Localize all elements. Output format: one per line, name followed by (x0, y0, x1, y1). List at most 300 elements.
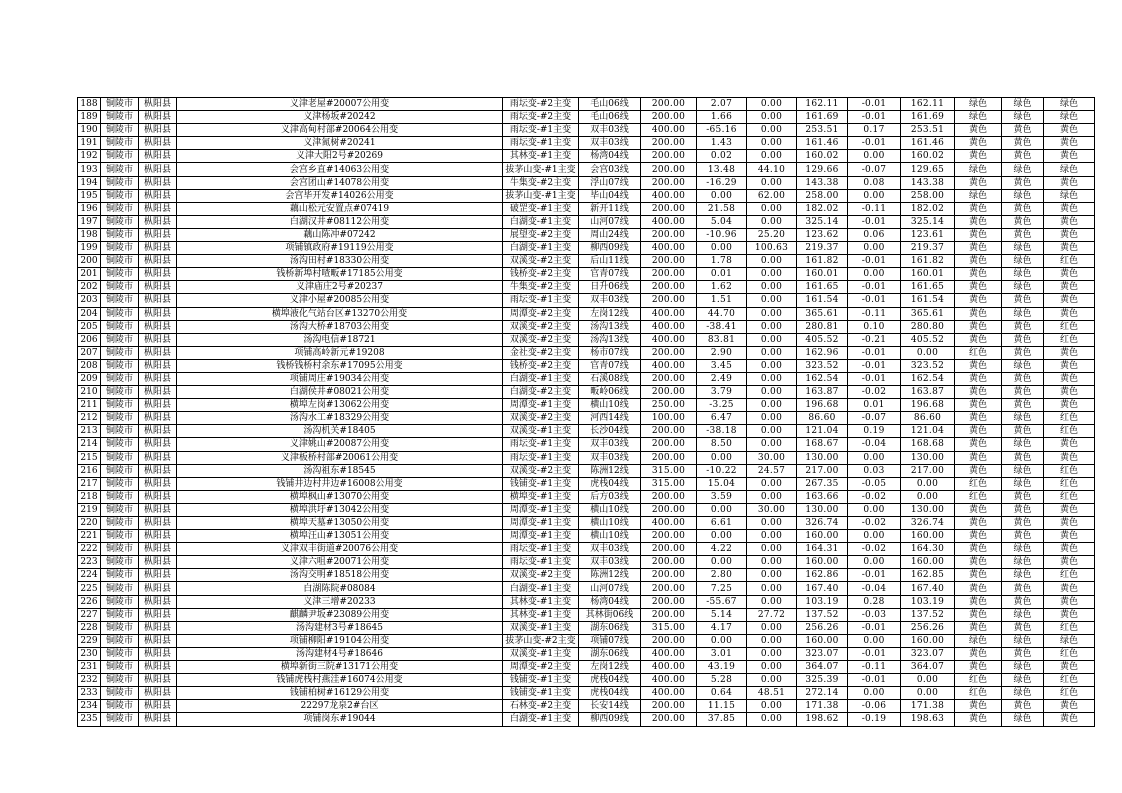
value-d-cell: 0.19 (848, 425, 901, 438)
value-e-cell: 0.00 (901, 490, 955, 503)
table-row (78, 98, 1095, 111)
table-row (78, 399, 1095, 412)
value-e-cell: 405.52 (901, 333, 955, 346)
value-d-cell: 0.01 (848, 399, 901, 412)
status-2-cell: 黄色 (1002, 176, 1044, 189)
value-b-cell: 62.00 (747, 189, 797, 202)
feeder-cell: 双丰03线 (579, 543, 641, 556)
status-1-cell: 黄色 (955, 543, 1002, 556)
substation-cell: 双溪变-#1主变 (503, 647, 579, 660)
value-b-cell: 0.00 (747, 386, 797, 399)
table-row (78, 490, 1095, 503)
value-a-cell: 83.81 (697, 333, 747, 346)
value-e-cell: 171.38 (901, 700, 955, 713)
status-1-cell: 黄色 (955, 425, 1002, 438)
row-index: 232 (78, 674, 101, 687)
status-1-cell: 黄色 (955, 242, 1002, 255)
value-b-cell: 0.00 (747, 268, 797, 281)
value-a-cell: 3.45 (697, 359, 747, 372)
status-1-cell: 黄色 (955, 621, 1002, 634)
city-cell: 铜陵市 (101, 556, 139, 569)
capacity-cell: 100.00 (641, 412, 697, 425)
capacity-cell: 200.00 (641, 713, 697, 726)
city-cell: 铜陵市 (101, 372, 139, 385)
table-row (78, 307, 1095, 320)
transformer-name-cell: 义津双丰街道#20076公用变 (177, 543, 503, 556)
status-3-cell: 红色 (1044, 255, 1095, 268)
value-d-cell: 0.00 (848, 687, 901, 700)
value-b-cell: 0.00 (747, 569, 797, 582)
value-a-cell: 0.64 (697, 687, 747, 700)
value-e-cell: 160.00 (901, 634, 955, 647)
value-a-cell: 1.66 (697, 111, 747, 124)
transformer-name-cell: 会宫乡直#14063公用变 (177, 163, 503, 176)
substation-cell: 周潭变-#1主变 (503, 399, 579, 412)
value-d-cell: -0.11 (848, 661, 901, 674)
substation-cell: 双溪变-#1主变 (503, 621, 579, 634)
status-3-cell: 红色 (1044, 412, 1095, 425)
row-index: 234 (78, 700, 101, 713)
value-e-cell: 137.52 (901, 608, 955, 621)
feeder-cell: 河西14线 (579, 412, 641, 425)
status-1-cell: 黄色 (955, 150, 1002, 163)
value-d-cell: -0.01 (848, 294, 901, 307)
feeder-cell: 汤沟13线 (579, 320, 641, 333)
value-b-cell: 27.72 (747, 608, 797, 621)
substation-cell: 雨坛变-#1主变 (503, 438, 579, 451)
transformer-name-cell: 横埠汪山#13051公用变 (177, 530, 503, 543)
value-a-cell: 1.43 (697, 137, 747, 150)
value-a-cell: 11.15 (697, 700, 747, 713)
value-d-cell: -0.04 (848, 438, 901, 451)
value-a-cell: 3.01 (697, 647, 747, 660)
row-index: 204 (78, 307, 101, 320)
value-e-cell: 143.38 (901, 176, 955, 189)
value-b-cell: 0.00 (747, 359, 797, 372)
row-index: 216 (78, 464, 101, 477)
status-1-cell: 黄色 (955, 582, 1002, 595)
transformer-name-cell: 横埠天墓#13050公用变 (177, 517, 503, 530)
status-2-cell: 绿色 (1002, 412, 1044, 425)
substation-cell: 双溪变-#2主变 (503, 412, 579, 425)
table-row (78, 477, 1095, 490)
city-cell: 铜陵市 (101, 700, 139, 713)
capacity-cell: 200.00 (641, 451, 697, 464)
transformer-name-cell: 汤沟祖东#18545 (177, 464, 503, 477)
value-e-cell: 86.60 (901, 412, 955, 425)
table-row (78, 268, 1095, 281)
county-cell: 枞阳县 (139, 346, 177, 359)
value-e-cell: 365.61 (901, 307, 955, 320)
value-d-cell: 0.00 (848, 451, 901, 464)
substation-cell: 双溪变-#1主变 (503, 425, 579, 438)
value-a-cell: -65.16 (697, 124, 747, 137)
table-row (78, 255, 1095, 268)
status-1-cell: 红色 (955, 674, 1002, 687)
value-c-cell: 171.38 (797, 700, 848, 713)
status-1-cell: 黄色 (955, 438, 1002, 451)
transformer-name-cell: 汤沟大桥#18703公用变 (177, 320, 503, 333)
status-2-cell: 绿色 (1002, 543, 1044, 556)
value-a-cell: 2.80 (697, 569, 747, 582)
county-cell: 枞阳县 (139, 425, 177, 438)
value-e-cell: 198.63 (901, 713, 955, 726)
table-row (78, 242, 1095, 255)
substation-cell: 双溪变-#2主变 (503, 333, 579, 346)
value-e-cell: 168.68 (901, 438, 955, 451)
status-1-cell: 黄色 (955, 372, 1002, 385)
transformer-name-cell: 汤沟电信#18721 (177, 333, 503, 346)
county-cell: 枞阳县 (139, 621, 177, 634)
status-2-cell: 黄色 (1002, 320, 1044, 333)
feeder-cell: 横山10线 (579, 399, 641, 412)
feeder-cell: 会宫03线 (579, 163, 641, 176)
value-e-cell: 326.74 (901, 517, 955, 530)
table-row (78, 333, 1095, 346)
status-2-cell: 绿色 (1002, 281, 1044, 294)
value-b-cell: 0.00 (747, 372, 797, 385)
status-1-cell: 黄色 (955, 608, 1002, 621)
feeder-cell: 汤沟13线 (579, 333, 641, 346)
status-2-cell: 绿色 (1002, 98, 1044, 111)
transformer-name-cell: 项铺周庄#19034公用变 (177, 372, 503, 385)
status-2-cell: 绿色 (1002, 268, 1044, 281)
value-d-cell: 0.00 (848, 242, 901, 255)
capacity-cell: 200.00 (641, 372, 697, 385)
table-row (78, 674, 1095, 687)
value-a-cell: 6.61 (697, 517, 747, 530)
value-e-cell: 364.07 (901, 661, 955, 674)
value-e-cell: 160.02 (901, 150, 955, 163)
city-cell: 铜陵市 (101, 176, 139, 189)
county-cell: 枞阳县 (139, 687, 177, 700)
transformer-name-cell: 汤沟机关#18405 (177, 425, 503, 438)
row-index: 235 (78, 713, 101, 726)
value-c-cell: 253.51 (797, 124, 848, 137)
value-c-cell: 161.54 (797, 294, 848, 307)
city-cell: 铜陵市 (101, 608, 139, 621)
value-b-cell: 25.20 (747, 228, 797, 241)
value-e-cell: 161.65 (901, 281, 955, 294)
value-e-cell: 161.82 (901, 255, 955, 268)
transformer-name-cell: 白湖侯井#08021公用变 (177, 386, 503, 399)
capacity-cell: 200.00 (641, 268, 697, 281)
row-index: 212 (78, 412, 101, 425)
value-c-cell: 160.00 (797, 634, 848, 647)
city-cell: 铜陵市 (101, 477, 139, 490)
county-cell: 枞阳县 (139, 556, 177, 569)
city-cell: 铜陵市 (101, 687, 139, 700)
transformer-name-cell: 白湖陈院#08084 (177, 582, 503, 595)
county-cell: 枞阳县 (139, 451, 177, 464)
transformer-name-cell: 藕山陈冲#07242 (177, 228, 503, 241)
county-cell: 枞阳县 (139, 294, 177, 307)
substation-cell: 其林变-#1主变 (503, 595, 579, 608)
value-a-cell: -38.18 (697, 425, 747, 438)
city-cell: 铜陵市 (101, 137, 139, 150)
feeder-cell: 左岗12线 (579, 307, 641, 320)
table-row (78, 359, 1095, 372)
city-cell: 铜陵市 (101, 569, 139, 582)
value-a-cell: 5.04 (697, 215, 747, 228)
value-d-cell: -0.01 (848, 215, 901, 228)
row-index: 193 (78, 163, 101, 176)
city-cell: 铜陵市 (101, 490, 139, 503)
value-e-cell: 0.00 (901, 674, 955, 687)
feeder-cell: 双丰03线 (579, 124, 641, 137)
row-index: 209 (78, 372, 101, 385)
capacity-cell: 315.00 (641, 621, 697, 634)
value-c-cell: 130.00 (797, 503, 848, 516)
value-d-cell: -0.01 (848, 137, 901, 150)
table-row (78, 438, 1095, 451)
status-2-cell: 黄色 (1002, 124, 1044, 137)
value-e-cell: 161.54 (901, 294, 955, 307)
row-index: 198 (78, 228, 101, 241)
row-index: 215 (78, 451, 101, 464)
value-c-cell: 143.38 (797, 176, 848, 189)
value-b-cell: 0.00 (747, 320, 797, 333)
status-2-cell: 黄色 (1002, 202, 1044, 215)
value-b-cell: 0.00 (747, 621, 797, 634)
substation-cell: 牛集变-#2主变 (503, 176, 579, 189)
table-row (78, 202, 1095, 215)
row-index: 194 (78, 176, 101, 189)
status-1-cell: 黄色 (955, 412, 1002, 425)
status-3-cell: 黄色 (1044, 661, 1095, 674)
city-cell: 铜陵市 (101, 294, 139, 307)
capacity-cell: 200.00 (641, 386, 697, 399)
county-cell: 枞阳县 (139, 111, 177, 124)
feeder-cell: 官青07线 (579, 359, 641, 372)
substation-cell: 钱铺变-#1主变 (503, 674, 579, 687)
value-a-cell: 15.04 (697, 477, 747, 490)
value-c-cell: 196.68 (797, 399, 848, 412)
value-d-cell: -0.07 (848, 412, 901, 425)
county-cell: 枞阳县 (139, 150, 177, 163)
value-c-cell: 162.54 (797, 372, 848, 385)
value-b-cell: 30.00 (747, 451, 797, 464)
status-3-cell: 红色 (1044, 687, 1095, 700)
row-index: 200 (78, 255, 101, 268)
capacity-cell: 400.00 (641, 307, 697, 320)
value-b-cell: 0.00 (747, 438, 797, 451)
value-b-cell: 0.00 (747, 137, 797, 150)
feeder-cell: 双丰03线 (579, 438, 641, 451)
status-1-cell: 绿色 (955, 98, 1002, 111)
substation-cell: 周潭变-#1主变 (503, 517, 579, 530)
value-c-cell: 198.62 (797, 713, 848, 726)
substation-cell: 其林变-#1主变 (503, 608, 579, 621)
value-d-cell: -0.01 (848, 372, 901, 385)
table-row (78, 503, 1095, 516)
transformer-name-cell: 义津氮树#20241 (177, 137, 503, 150)
value-c-cell: 219.37 (797, 242, 848, 255)
table-row (78, 111, 1095, 124)
county-cell: 枞阳县 (139, 543, 177, 556)
value-b-cell: 0.00 (747, 634, 797, 647)
table-row (78, 137, 1095, 150)
substation-cell: 双溪变-#2主变 (503, 255, 579, 268)
table-row (78, 647, 1095, 660)
city-cell: 铜陵市 (101, 242, 139, 255)
status-3-cell: 黄色 (1044, 228, 1095, 241)
capacity-cell: 200.00 (641, 281, 697, 294)
capacity-cell: 400.00 (641, 242, 697, 255)
transformer-name-cell: 会宫毕开发#14026公用变 (177, 189, 503, 202)
value-d-cell: -0.01 (848, 569, 901, 582)
table-row (78, 176, 1095, 189)
value-c-cell: 161.69 (797, 111, 848, 124)
county-cell: 枞阳县 (139, 163, 177, 176)
county-cell: 枞阳县 (139, 661, 177, 674)
capacity-cell: 200.00 (641, 202, 697, 215)
value-c-cell: 323.07 (797, 647, 848, 660)
value-d-cell: 0.28 (848, 595, 901, 608)
value-d-cell: 0.03 (848, 464, 901, 477)
table-row (78, 713, 1095, 726)
status-3-cell: 红色 (1044, 490, 1095, 503)
transformer-name-cell: 麒麟尹坂#23089公用变 (177, 608, 503, 621)
city-cell: 铜陵市 (101, 346, 139, 359)
county-cell: 枞阳县 (139, 307, 177, 320)
value-d-cell: 0.00 (848, 189, 901, 202)
value-d-cell: -0.07 (848, 163, 901, 176)
feeder-cell: 横山10线 (579, 530, 641, 543)
status-3-cell: 绿色 (1044, 163, 1095, 176)
substation-cell: 周潭变-#2主变 (503, 661, 579, 674)
value-c-cell: 161.65 (797, 281, 848, 294)
status-2-cell: 黄色 (1002, 595, 1044, 608)
city-cell: 铜陵市 (101, 399, 139, 412)
capacity-cell: 200.00 (641, 111, 697, 124)
value-c-cell: 160.02 (797, 150, 848, 163)
table-row (78, 621, 1095, 634)
value-b-cell: 44.10 (747, 163, 797, 176)
value-d-cell: 0.08 (848, 176, 901, 189)
status-2-cell: 黄色 (1002, 399, 1044, 412)
status-2-cell: 绿色 (1002, 634, 1044, 647)
value-d-cell: 0.17 (848, 124, 901, 137)
row-index: 203 (78, 294, 101, 307)
transformer-name-cell: 义津三增#20233 (177, 595, 503, 608)
substation-cell: 雨坛变-#2主变 (503, 111, 579, 124)
value-a-cell: 3.59 (697, 490, 747, 503)
value-e-cell: 160.01 (901, 268, 955, 281)
row-index: 189 (78, 111, 101, 124)
value-c-cell: 168.67 (797, 438, 848, 451)
feeder-cell: 项铺07线 (579, 634, 641, 647)
row-index: 230 (78, 647, 101, 660)
city-cell: 铜陵市 (101, 451, 139, 464)
value-b-cell: 0.00 (747, 713, 797, 726)
county-cell: 枞阳县 (139, 595, 177, 608)
substation-cell: 牛集变-#2主变 (503, 281, 579, 294)
value-a-cell: 5.28 (697, 674, 747, 687)
row-index: 213 (78, 425, 101, 438)
value-d-cell: -0.01 (848, 346, 901, 359)
city-cell: 铜陵市 (101, 713, 139, 726)
city-cell: 铜陵市 (101, 517, 139, 530)
status-1-cell: 黄色 (955, 517, 1002, 530)
substation-cell: 周潭变-#1主变 (503, 530, 579, 543)
table-row (78, 634, 1095, 647)
row-index: 220 (78, 517, 101, 530)
substation-cell: 破罡变-#1主变 (503, 202, 579, 215)
status-1-cell: 黄色 (955, 215, 1002, 228)
transformer-name-cell: 钱桥新埠村喳畈#17185公用变 (177, 268, 503, 281)
value-b-cell: 0.00 (747, 307, 797, 320)
capacity-cell: 250.00 (641, 399, 697, 412)
status-3-cell: 黄色 (1044, 242, 1095, 255)
city-cell: 铜陵市 (101, 621, 139, 634)
status-3-cell: 红色 (1044, 569, 1095, 582)
value-e-cell: 325.14 (901, 215, 955, 228)
status-2-cell: 绿色 (1002, 569, 1044, 582)
transformer-name-cell: 汤沟交明#18518公用变 (177, 569, 503, 582)
value-e-cell: 196.68 (901, 399, 955, 412)
substation-cell: 横埠变-#1主变 (503, 490, 579, 503)
feeder-cell: 毛山06线 (579, 98, 641, 111)
capacity-cell: 200.00 (641, 137, 697, 150)
county-cell: 枞阳县 (139, 608, 177, 621)
data-table (77, 97, 1095, 727)
value-c-cell: 258.00 (797, 189, 848, 202)
city-cell: 铜陵市 (101, 386, 139, 399)
status-3-cell: 黄色 (1044, 202, 1095, 215)
table-row (78, 582, 1095, 595)
status-2-cell: 绿色 (1002, 111, 1044, 124)
transformer-name-cell: 义津姚山#20087公用变 (177, 438, 503, 451)
value-c-cell: 364.07 (797, 661, 848, 674)
city-cell: 铜陵市 (101, 647, 139, 660)
status-2-cell: 绿色 (1002, 163, 1044, 176)
city-cell: 铜陵市 (101, 530, 139, 543)
status-3-cell: 红色 (1044, 477, 1095, 490)
city-cell: 铜陵市 (101, 215, 139, 228)
status-3-cell: 黄色 (1044, 399, 1095, 412)
value-a-cell: -38.41 (697, 320, 747, 333)
county-cell: 枞阳县 (139, 176, 177, 189)
status-1-cell: 黄色 (955, 255, 1002, 268)
value-c-cell: 163.66 (797, 490, 848, 503)
row-index: 214 (78, 438, 101, 451)
status-1-cell: 黄色 (955, 320, 1002, 333)
value-c-cell: 160.01 (797, 268, 848, 281)
status-1-cell: 黄色 (955, 530, 1002, 543)
status-3-cell: 黄色 (1044, 700, 1095, 713)
status-2-cell: 黄色 (1002, 346, 1044, 359)
value-c-cell: 163.87 (797, 386, 848, 399)
county-cell: 枞阳县 (139, 464, 177, 477)
table-row (78, 228, 1095, 241)
county-cell: 枞阳县 (139, 189, 177, 202)
feeder-cell: 毛山06线 (579, 111, 641, 124)
value-a-cell: 1.62 (697, 281, 747, 294)
status-1-cell: 黄色 (955, 647, 1002, 660)
row-index: 191 (78, 137, 101, 150)
status-1-cell: 红色 (955, 490, 1002, 503)
status-3-cell: 黄色 (1044, 713, 1095, 726)
city-cell: 铜陵市 (101, 438, 139, 451)
status-2-cell: 绿色 (1002, 464, 1044, 477)
feeder-cell: 官青07线 (579, 268, 641, 281)
status-1-cell: 黄色 (955, 307, 1002, 320)
feeder-cell: 其林街06线 (579, 608, 641, 621)
capacity-cell: 400.00 (641, 320, 697, 333)
value-a-cell: -10.96 (697, 228, 747, 241)
substation-cell: 钱铺变-#1主变 (503, 477, 579, 490)
